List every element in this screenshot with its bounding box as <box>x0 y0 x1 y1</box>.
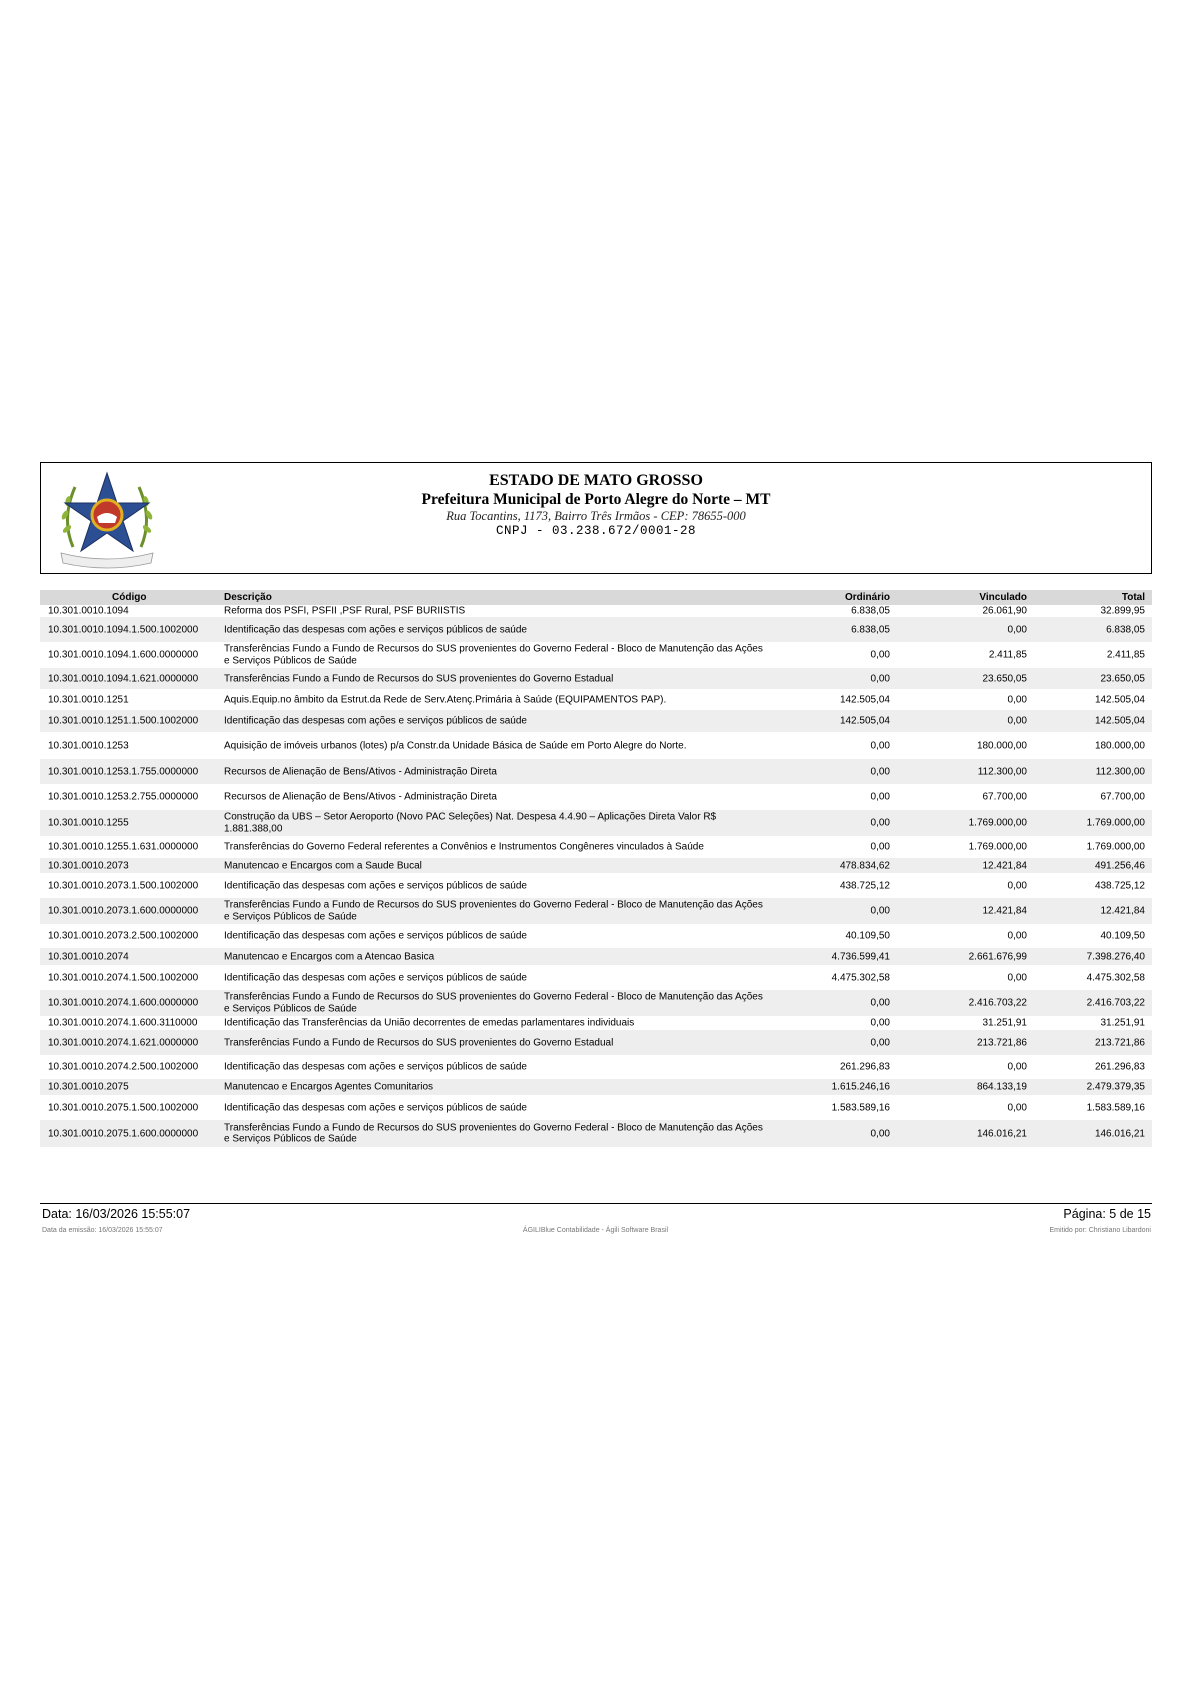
row-vinculado: 23.650,05 <box>982 672 1027 684</box>
row-total: 142.505,04 <box>1094 715 1145 727</box>
column-header-total: Total <box>1121 592 1145 603</box>
row-description: Identificação das despesas com ações e serviços públicos de saúde <box>224 715 527 727</box>
row-description: Transferências do Governo Federal referentes a Convênios e Instrumentos Congêneres vinculados à Saúde <box>224 841 704 853</box>
row-description: Recursos de Alienação de Bens/Ativos - Administração Direta <box>224 765 497 777</box>
table-row <box>40 642 1152 668</box>
row-ordinario: 6.838,05 <box>851 623 890 635</box>
row-description: Recursos de Alienação de Bens/Ativos - Administração Direta <box>224 791 497 803</box>
row-ordinario: 261.296,83 <box>839 1061 890 1073</box>
row-total: 180.000,00 <box>1094 739 1145 751</box>
row-description: Manutencao e Encargos Agentes Comunitarios <box>224 1081 434 1093</box>
row-vinculado: 2.416.703,22 <box>968 997 1027 1009</box>
row-vinculado: 1.769.000,00 <box>968 817 1027 829</box>
row-total: 438.725,12 <box>1094 879 1145 891</box>
row-description: Identificação das despesas com ações e serviços públicos de saúde <box>224 623 527 635</box>
table-row <box>40 836 1152 858</box>
row-ordinario: 0,00 <box>870 1127 890 1139</box>
row-total: 146.016,21 <box>1094 1127 1145 1139</box>
row-vinculado: 12.421,84 <box>982 905 1027 917</box>
row-total: 4.475.302,58 <box>1086 971 1145 983</box>
row-ordinario: 0,00 <box>870 649 890 661</box>
row-ordinario: 4.475.302,58 <box>831 971 890 983</box>
row-vinculado: 0,00 <box>1007 693 1027 705</box>
row-code: 10.301.0010.1253 <box>48 739 129 751</box>
row-code: 10.301.0010.1094.1.600.0000000 <box>48 649 199 661</box>
row-code: 10.301.0010.2075.1.500.1002000 <box>48 1101 199 1113</box>
table-row <box>40 1120 1152 1147</box>
table-row <box>40 710 1152 732</box>
row-ordinario: 0,00 <box>870 739 890 751</box>
row-code: 10.301.0010.2074 <box>48 950 129 962</box>
row-ordinario: 0,00 <box>870 905 890 917</box>
row-total: 12.421,84 <box>1100 905 1145 917</box>
row-code: 10.301.0010.1255 <box>48 817 129 829</box>
row-description: Transferências Fundo a Fundo de Recursos do SUS provenientes do Governo Federal - Bloco de Manutenção das Ações e Serviços Públicos de Saúde <box>224 991 763 1014</box>
row-description: Transferências Fundo a Fundo de Recursos do SUS provenientes do Governo Federal - Bloco de Manutenção das Ações e Serviços Públicos de Saúde <box>224 899 763 922</box>
table-header <box>40 590 1152 605</box>
footer-page-number: Página: 5 de 15 <box>1063 1207 1151 1221</box>
row-total: 2.411,85 <box>1106 649 1145 661</box>
row-total: 2.416.703,22 <box>1086 997 1145 1009</box>
row-vinculado: 146.016,21 <box>976 1127 1027 1139</box>
row-code: 10.301.0010.2074.1.621.0000000 <box>48 1036 199 1048</box>
table-row <box>40 873 1152 898</box>
row-total: 112.300,00 <box>1095 765 1145 777</box>
column-header-vinculado: Vinculado <box>979 592 1027 603</box>
row-description: Identificação das Transferências da União decorrentes de emedas parlamentares individuais <box>224 1017 635 1029</box>
row-description: Transferências Fundo a Fundo de Recursos do SUS provenientes do Governo Federal - Bloco de Manutenção das Ações e Serviços Públicos de Saúde <box>224 643 763 666</box>
row-vinculado: 213.721,86 <box>976 1036 1027 1048</box>
row-description: Transferências Fundo a Fundo de Recursos do SUS provenientes do Governo Estadual <box>224 1036 614 1048</box>
footer-emission-date: Data da emissão: 16/03/2026 15:55:07 <box>42 1227 163 1234</box>
row-total: 1.769.000,00 <box>1086 817 1145 829</box>
footer-issuer: Emitido por: Christiano Libardoni <box>1049 1227 1151 1234</box>
table-row <box>40 732 1152 759</box>
row-vinculado: 0,00 <box>1007 971 1027 983</box>
table-row <box>40 858 1152 873</box>
row-description: Identificação das despesas com ações e serviços públicos de saúde <box>224 1061 527 1073</box>
row-total: 213.721,86 <box>1094 1036 1145 1048</box>
row-description: Aquisição de imóveis urbanos (lotes) p/a Constr.da Unidade Básica de Saúde em Porto Alegre do Norte. <box>224 739 687 751</box>
budget-table <box>40 590 1152 1147</box>
row-ordinario: 438.725,12 <box>839 879 890 891</box>
table-row <box>40 1055 1152 1079</box>
table-row <box>40 668 1152 689</box>
row-vinculado: 864.133,19 <box>976 1081 1027 1093</box>
row-description: Manutencao e Encargos com a Atencao Basica <box>224 950 435 962</box>
row-total: 491.256,46 <box>1094 859 1145 871</box>
state-name: ESTADO DE MATO GROSSO <box>489 472 703 489</box>
row-total: 23.650,05 <box>1100 672 1145 684</box>
row-vinculado: 0,00 <box>1007 1101 1027 1113</box>
row-ordinario: 6.838,05 <box>851 605 890 617</box>
row-description: Transferências Fundo a Fundo de Recursos do SUS provenientes do Governo Federal - Bloco de Manutenção das Ações e Serviços Públicos de Saúde <box>224 1122 763 1145</box>
table-row <box>40 990 1152 1016</box>
row-vinculado: 112.300,00 <box>977 765 1027 777</box>
table-row <box>40 898 1152 924</box>
table-row <box>40 924 1152 948</box>
row-vinculado: 1.769.000,00 <box>968 841 1027 853</box>
row-code: 10.301.0010.2075.1.600.0000000 <box>48 1127 199 1139</box>
row-vinculado: 180.000,00 <box>976 739 1027 751</box>
row-vinculado: 2.661.676,99 <box>968 950 1027 962</box>
row-vinculado: 0,00 <box>1007 879 1027 891</box>
row-ordinario: 0,00 <box>870 765 890 777</box>
column-header-description: Descrição <box>224 592 272 603</box>
row-description: Construção da UBS – Setor Aeroporto (Novo PAC Seleções) Nat. Despesa 4.4.90 – Aplicações Direta Valor R$ 1.881.388,00 <box>224 811 717 834</box>
row-vinculado: 0,00 <box>1007 930 1027 942</box>
row-description: Identificação das despesas com ações e serviços públicos de saúde <box>224 971 527 983</box>
row-description: Aquis.Equip.no âmbito da Estrut.da Rede de Serv.Atenç.Primária à Saúde (EQUIPAMENTOS PAP). <box>224 693 667 705</box>
row-code: 10.301.0010.1253.2.755.0000000 <box>48 791 199 803</box>
row-code: 10.301.0010.2073.1.600.0000000 <box>48 905 199 917</box>
row-ordinario: 0,00 <box>870 672 890 684</box>
row-code: 10.301.0010.2073.1.500.1002000 <box>48 879 199 891</box>
cnpj-number: CNPJ - 03.238.672/0001-28 <box>495 524 697 538</box>
row-ordinario: 478.834,62 <box>839 859 890 871</box>
row-total: 1.583.589,16 <box>1086 1101 1145 1113</box>
row-code: 10.301.0010.1255.1.631.0000000 <box>48 841 199 853</box>
table-row <box>40 810 1152 836</box>
row-vinculado: 2.411,85 <box>988 649 1027 661</box>
table-row <box>40 1016 1152 1030</box>
row-vinculado: 26.061,90 <box>982 605 1027 617</box>
row-code: 10.301.0010.2074.1.600.0000000 <box>48 997 199 1009</box>
row-vinculado: 0,00 <box>1007 715 1027 727</box>
row-vinculado: 67.700,00 <box>982 791 1027 803</box>
row-description: Manutencao e Encargos com a Saude Bucal <box>224 859 422 871</box>
row-total: 142.505,04 <box>1094 693 1145 705</box>
row-code: 10.301.0010.2074.1.500.1002000 <box>48 971 199 983</box>
table-row <box>40 1095 1152 1120</box>
table-row <box>40 759 1152 784</box>
row-code: 10.301.0010.1253.1.755.0000000 <box>48 765 199 777</box>
row-ordinario: 142.505,04 <box>839 693 890 705</box>
city-hall-name: Prefeitura Municipal de Porto Alegre do Norte – MT <box>421 491 771 508</box>
footer-date: Data: 16/03/2026 15:55:07 <box>42 1207 191 1221</box>
row-code: 10.301.0010.2074.2.500.1002000 <box>48 1061 199 1073</box>
row-total: 31.251,91 <box>1100 1017 1145 1029</box>
row-ordinario: 0,00 <box>870 1017 890 1029</box>
row-code: 10.301.0010.1251.1.500.1002000 <box>48 715 199 727</box>
row-ordinario: 0,00 <box>870 791 890 803</box>
table-row <box>40 965 1152 990</box>
row-description: Reforma dos PSFI, PSFII ,PSF Rural, PSF BURIISTIS <box>224 605 466 617</box>
row-ordinario: 4.736.599,41 <box>831 950 890 962</box>
row-total: 7.398.276,40 <box>1086 950 1145 962</box>
row-description: Identificação das despesas com ações e serviços públicos de saúde <box>224 1101 527 1113</box>
row-ordinario: 0,00 <box>870 997 890 1009</box>
table-row <box>40 605 1152 617</box>
row-ordinario: 0,00 <box>870 1036 890 1048</box>
footer-divider <box>40 1203 1152 1204</box>
row-code: 10.301.0010.1094.1.621.0000000 <box>48 672 199 684</box>
row-total: 261.296,83 <box>1094 1061 1145 1073</box>
row-total: 67.700,00 <box>1100 791 1145 803</box>
row-vinculado: 0,00 <box>1007 623 1027 635</box>
report-header <box>40 462 1152 574</box>
city-hall-address: Rua Tocantins, 1173, Bairro Três Irmãos - CEP: 78655-000 <box>446 509 746 523</box>
row-total: 40.109,50 <box>1100 930 1145 942</box>
column-header-ordinario: Ordinário <box>844 592 890 603</box>
row-total: 1.769.000,00 <box>1086 841 1145 853</box>
row-code: 10.301.0010.2073.2.500.1002000 <box>48 930 199 942</box>
row-code: 10.301.0010.1094 <box>48 605 129 617</box>
table-row <box>40 617 1152 642</box>
row-code: 10.301.0010.2073 <box>48 859 129 871</box>
row-ordinario: 0,00 <box>870 841 890 853</box>
row-ordinario: 1.615.246,16 <box>831 1081 890 1093</box>
row-vinculado: 12.421,84 <box>982 859 1027 871</box>
row-code: 10.301.0010.2075 <box>48 1081 129 1093</box>
row-description: Transferências Fundo a Fundo de Recursos do SUS provenientes do Governo Estadual <box>224 672 614 684</box>
table-row <box>40 784 1152 810</box>
row-total: 6.838,05 <box>1106 623 1145 635</box>
row-ordinario: 40.109,50 <box>845 930 890 942</box>
table-row <box>40 1030 1152 1055</box>
row-description: Identificação das despesas com ações e serviços públicos de saúde <box>224 930 527 942</box>
row-description: Identificação das despesas com ações e serviços públicos de saúde <box>224 879 527 891</box>
table-row <box>40 948 1152 965</box>
table-body <box>40 605 1152 1147</box>
row-vinculado: 31.251,91 <box>982 1017 1027 1029</box>
row-code: 10.301.0010.2074.1.600.3110000 <box>48 1017 198 1029</box>
table-row <box>40 689 1152 710</box>
row-ordinario: 0,00 <box>870 817 890 829</box>
row-vinculado: 0,00 <box>1007 1061 1027 1073</box>
table-row <box>40 1079 1152 1095</box>
column-header-code: Código <box>112 592 147 603</box>
row-ordinario: 142.505,04 <box>839 715 890 727</box>
row-code: 10.301.0010.1094.1.500.1002000 <box>48 623 199 635</box>
footer-software: ÁGILIBlue Contabilidade - Ágili Software Brasil <box>522 1227 669 1234</box>
row-total: 2.479.379,35 <box>1086 1081 1145 1093</box>
row-ordinario: 1.583.589,16 <box>831 1101 890 1113</box>
row-code: 10.301.0010.1251 <box>48 693 129 705</box>
row-total: 32.899,95 <box>1100 605 1145 617</box>
